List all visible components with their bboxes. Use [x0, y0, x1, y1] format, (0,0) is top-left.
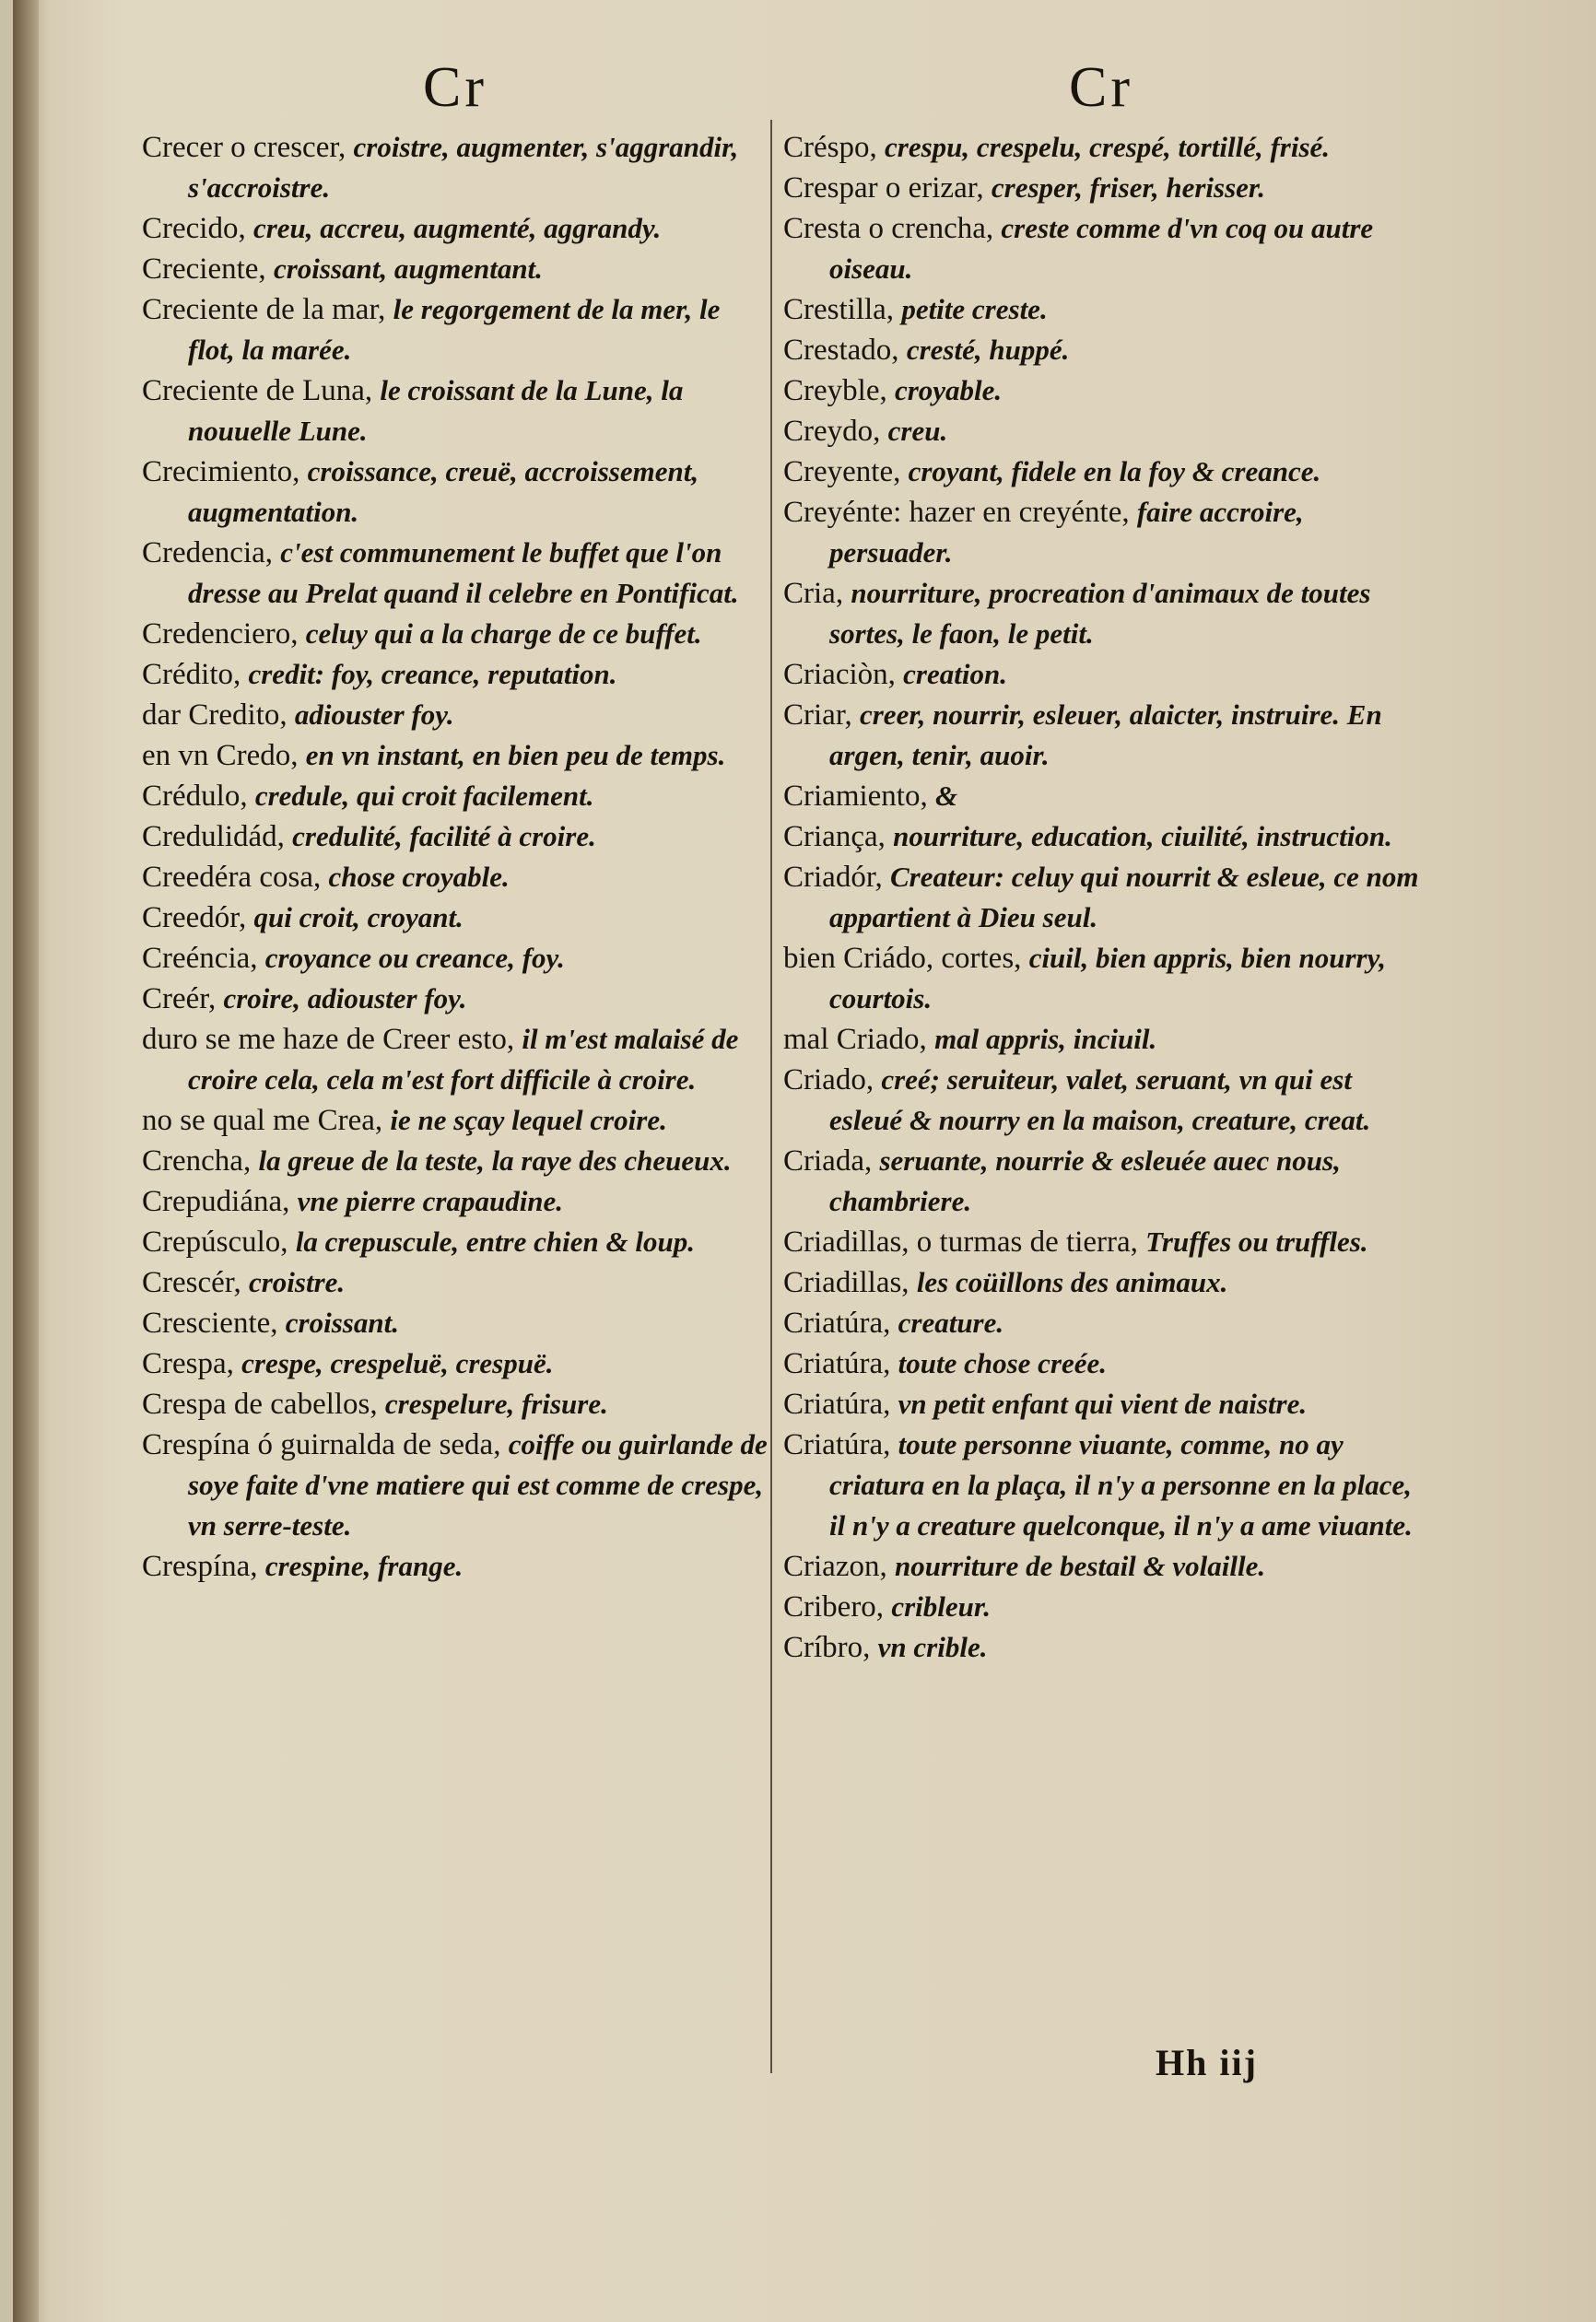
entry-definition: mal appris, inciuil.: [934, 1023, 1157, 1055]
signature-mark: Hh iij: [1156, 2042, 1258, 2083]
entry-headword: Creyente,: [783, 455, 901, 488]
entry-definition: seruante, nourrie & esleuée auec nous, chambriere.: [829, 1144, 1341, 1217]
entry-headword: Crestilla,: [783, 293, 895, 326]
column-rule: [770, 120, 772, 2073]
dictionary-entry: [783, 816, 1419, 857]
dictionary-entry: [142, 1425, 769, 1546]
dictionary-entry: [142, 614, 769, 654]
entry-definition: croistre.: [248, 1266, 346, 1298]
dictionary-page: [13, 0, 1596, 2322]
dictionary-entry: [142, 1262, 769, 1303]
dictionary-entry: [142, 776, 769, 816]
entry-headword: Cribero,: [783, 1590, 885, 1624]
dictionary-entry: [783, 654, 1419, 695]
dictionary-entry: [142, 1181, 769, 1222]
entry-headword: Cresta o crencha,: [783, 212, 994, 245]
entry-headword: Crecido,: [142, 212, 246, 245]
dictionary-entry: [783, 127, 1419, 168]
entry-definition: croyable.: [894, 374, 1003, 406]
dictionary-entry: [783, 492, 1419, 573]
dictionary-entry: [783, 1262, 1419, 1303]
entry-definition: croissant, augmentant.: [273, 252, 543, 285]
entry-headword: Criazon,: [783, 1550, 887, 1583]
entry-definition: c'est communement le buffet que l'on dresse au Prelat quand il celebre en Pontificat.: [188, 536, 739, 609]
entry-headword: en vn Credo,: [142, 739, 299, 772]
entry-definition: crespine, frange.: [264, 1550, 464, 1582]
entry-headword: Credenciero,: [142, 617, 299, 651]
dictionary-entry: [783, 411, 1419, 452]
dictionary-entry: [783, 208, 1419, 289]
entry-definition: le regorgement de la mer, le flot, la marée.: [188, 293, 721, 366]
entry-definition: croistre, augmenter, s'aggrandir, s'accroistre.: [188, 131, 739, 204]
entry-headword: Crestado,: [783, 334, 899, 367]
entry-headword: dar Credito,: [142, 698, 288, 732]
entry-headword: duro se me haze de Creer esto,: [142, 1023, 515, 1056]
dictionary-entry: [142, 695, 769, 735]
dictionary-entry: [142, 1384, 769, 1425]
entry-definition: petite creste.: [901, 293, 1048, 325]
entry-definition: cresper, friser, herisser.: [991, 171, 1266, 204]
entry-headword: Criadór,: [783, 861, 883, 894]
dictionary-entry: [142, 452, 769, 533]
entry-headword: mal Criado,: [783, 1023, 927, 1056]
entry-definition: ie ne sçay lequel croire.: [390, 1104, 667, 1136]
entry-headword: Crecimiento,: [142, 455, 300, 488]
entry-definition: toute chose creée.: [898, 1347, 1108, 1379]
entry-definition: creer, nourrir, esleuer, alaicter, instruire. En argen, tenir, auoir.: [829, 698, 1382, 771]
entry-headword: Crédulo,: [142, 780, 248, 813]
entry-definition: vne pierre crapaudine.: [297, 1185, 564, 1217]
entry-definition: la crepuscule, entre chien & loup.: [295, 1226, 695, 1258]
entry-headword: Críbro,: [783, 1631, 871, 1664]
entry-definition: Truffes ou truffles.: [1145, 1226, 1368, 1258]
dictionary-entry: [142, 1019, 769, 1100]
dictionary-entry: [783, 289, 1419, 330]
entry-definition: creature.: [898, 1307, 1004, 1339]
dictionary-entry: [783, 573, 1419, 654]
entry-headword: Creéncia,: [142, 942, 258, 975]
entry-definition: creé; seruiteur, valet, seruant, vn qui est esleué & nourry en la maison, creature, creat.: [829, 1063, 1371, 1136]
entry-definition: les coüillons des animaux.: [916, 1266, 1228, 1298]
dictionary-entry: [142, 249, 769, 289]
dictionary-entry: [142, 127, 769, 208]
entry-definition: adiouster foy.: [294, 698, 454, 731]
entry-definition: credule, qui croit facilement.: [254, 780, 594, 812]
entry-headword: Crédito,: [142, 658, 241, 691]
dictionary-entry: [783, 452, 1419, 492]
entry-definition: croissant.: [285, 1307, 399, 1339]
entry-headword: Creyble,: [783, 374, 887, 407]
entry-headword: Credulidád,: [142, 820, 285, 853]
entry-definition: nourriture de bestail & volaille.: [894, 1550, 1266, 1582]
dictionary-entry: [142, 1343, 769, 1384]
entry-headword: Creciente de la mar,: [142, 293, 386, 326]
entry-headword: Créspo,: [783, 131, 877, 164]
dictionary-entry: [783, 1627, 1419, 1668]
dictionary-entry: [142, 1303, 769, 1343]
left-column: [142, 55, 769, 2082]
entry-headword: bien Criádo, cortes,: [783, 942, 1022, 975]
entry-headword: Crespa de cabellos,: [142, 1388, 378, 1421]
dictionary-entry: [783, 857, 1419, 938]
entry-headword: Creyénte: hazer en creyénte,: [783, 496, 1130, 529]
entry-headword: Credencia,: [142, 536, 274, 569]
entry-headword: Creér,: [142, 982, 217, 1015]
entry-headword: Criatúra,: [783, 1307, 891, 1340]
entry-definition: coiffe ou guirlande de soye faite d'vne matiere qui est comme de crespe, vn serre-teste.: [188, 1428, 768, 1542]
dictionary-entry: [783, 1019, 1419, 1060]
entry-definition: &: [934, 780, 958, 812]
dictionary-entry: [783, 938, 1419, 1019]
entry-definition: cribleur.: [891, 1590, 991, 1623]
dictionary-entry: [142, 533, 769, 614]
entry-definition: croyance ou creance, foy.: [264, 942, 565, 974]
entry-headword: Creedór,: [142, 901, 247, 934]
dictionary-entry: [783, 1546, 1419, 1587]
entry-definition: croire, adiouster foy.: [223, 982, 467, 1014]
entry-headword: Crespína,: [142, 1550, 258, 1583]
entry-definition: credulité, facilité à croire.: [292, 820, 596, 852]
entry-definition: croissance, creuë, accroissement, augmentation.: [188, 455, 699, 528]
entry-definition: vn petit enfant qui vient de naistre.: [898, 1388, 1308, 1420]
entry-definition: nourriture, procreation d'animaux de toutes sortes, le faon, le petit.: [829, 577, 1371, 650]
dictionary-entry: [783, 370, 1419, 411]
dictionary-entry: [142, 1141, 769, 1181]
dictionary-entry: [142, 370, 769, 452]
dictionary-entry: [142, 289, 769, 370]
entry-headword: Creciente de Luna,: [142, 374, 373, 407]
dictionary-entry: [142, 654, 769, 695]
running-head-left: Cr: [423, 56, 487, 119]
dictionary-entry: [142, 938, 769, 979]
entry-headword: Criamiento,: [783, 780, 928, 813]
entry-headword: Crepúsculo,: [142, 1226, 288, 1259]
dictionary-entry: [142, 1222, 769, 1262]
entry-headword: Criada,: [783, 1144, 873, 1178]
entry-headword: Criado,: [783, 1063, 874, 1096]
entry-headword: Crespar o erizar,: [783, 171, 984, 205]
entry-headword: Criaciòn,: [783, 658, 896, 691]
dictionary-entry: [783, 776, 1419, 816]
entry-definition: crespe, crespeluë, crespuë.: [241, 1347, 554, 1379]
entry-headword: Criatúra,: [783, 1428, 891, 1461]
left-entries: [142, 127, 769, 1587]
dictionary-entry: [142, 1100, 769, 1141]
entry-headword: Crencha,: [142, 1144, 252, 1178]
dictionary-entry: [783, 1343, 1419, 1384]
dictionary-entry: [783, 1222, 1419, 1262]
entry-definition: il m'est malaisé de croire cela, cela m'est fort difficile à croire.: [188, 1023, 739, 1096]
dictionary-entry: [142, 1546, 769, 1587]
entry-headword: no se qual me Crea,: [142, 1104, 383, 1137]
entry-headword: Creedéra cosa,: [142, 861, 322, 894]
entry-definition: la greue de la teste, la raye des cheueux.: [258, 1144, 732, 1177]
spine-shadow: [13, 0, 39, 2322]
entry-definition: creation.: [903, 658, 1007, 690]
entry-definition: cresté, huppé.: [906, 334, 1070, 366]
right-entries: [783, 127, 1419, 1668]
entry-headword: Criatúra,: [783, 1347, 891, 1380]
entry-headword: Crepudiána,: [142, 1185, 290, 1218]
entry-definition: qui croit, croyant.: [253, 901, 464, 933]
dictionary-entry: [783, 1384, 1419, 1425]
entry-headword: Creydo,: [783, 415, 881, 448]
dictionary-entry: [142, 857, 769, 897]
dictionary-entry: [783, 695, 1419, 776]
entry-headword: Criança,: [783, 820, 886, 853]
dictionary-entry: [783, 168, 1419, 208]
entry-headword: Criar,: [783, 698, 852, 732]
entry-definition: ciuil, bien appris, bien nourry, courtois.: [829, 942, 1386, 1014]
entry-headword: Crescér,: [142, 1266, 241, 1299]
entry-definition: crespu, crespelu, crespé, tortillé, frisé.: [885, 131, 1331, 163]
entry-headword: Crecer o crescer,: [142, 131, 346, 164]
entry-definition: celuy qui a la charge de ce buffet.: [305, 617, 702, 650]
dictionary-entry: [783, 1303, 1419, 1343]
dictionary-entry: [783, 330, 1419, 370]
dictionary-entry: [783, 1587, 1419, 1627]
dictionary-entry: [783, 1060, 1419, 1141]
entry-headword: Criadillas, o turmas de tierra,: [783, 1226, 1138, 1259]
entry-definition: vn crible.: [877, 1631, 988, 1663]
dictionary-entry: [142, 208, 769, 249]
entry-headword: Crespína ó guirnalda de seda,: [142, 1428, 501, 1461]
entry-definition: toute personne viuante, comme, no ay criatura en la plaça, il n'y a personne en la place, il n'y a creature quelconque, il n'y a ame viuante.: [829, 1428, 1413, 1542]
entry-definition: creu, accreu, augmenté, aggrandy.: [252, 212, 662, 244]
dictionary-entry: [142, 897, 769, 938]
entry-definition: crespelure, frisure.: [384, 1388, 608, 1420]
entry-definition: creu.: [887, 415, 948, 447]
entry-headword: Cria,: [783, 577, 844, 610]
entry-definition: faire accroire, persuader.: [829, 496, 1304, 569]
dictionary-entry: [142, 816, 769, 857]
entry-headword: Criadillas,: [783, 1266, 909, 1299]
entry-headword: Creciente,: [142, 252, 266, 286]
entry-definition: Createur: celuy qui nourrit & esleue, ce nom appartient à Dieu seul.: [829, 861, 1419, 933]
entry-definition: creste comme d'vn coq ou autre oiseau.: [829, 212, 1374, 285]
entry-definition: nourriture, education, ciuilité, instruction.: [893, 820, 1392, 852]
dictionary-entry: [783, 1141, 1419, 1222]
entry-definition: credit: foy, creance, reputation.: [248, 658, 617, 690]
entry-definition: en vn instant, en bien peu de temps.: [305, 739, 726, 771]
entry-definition: croyant, fidele en la foy & creance.: [908, 455, 1321, 487]
dictionary-entry: [783, 1425, 1419, 1546]
dictionary-entry: [142, 735, 769, 776]
entry-headword: Crespa,: [142, 1347, 234, 1380]
entry-headword: Cresciente,: [142, 1307, 278, 1340]
right-column: [783, 55, 1419, 2082]
entry-definition: chose croyable.: [328, 861, 510, 893]
entry-definition: le croissant de la Lune, la nouuelle Lune.: [188, 374, 684, 447]
dictionary-entry: [142, 979, 769, 1019]
running-head-right: Cr: [1069, 56, 1133, 119]
entry-headword: Criatúra,: [783, 1388, 891, 1421]
